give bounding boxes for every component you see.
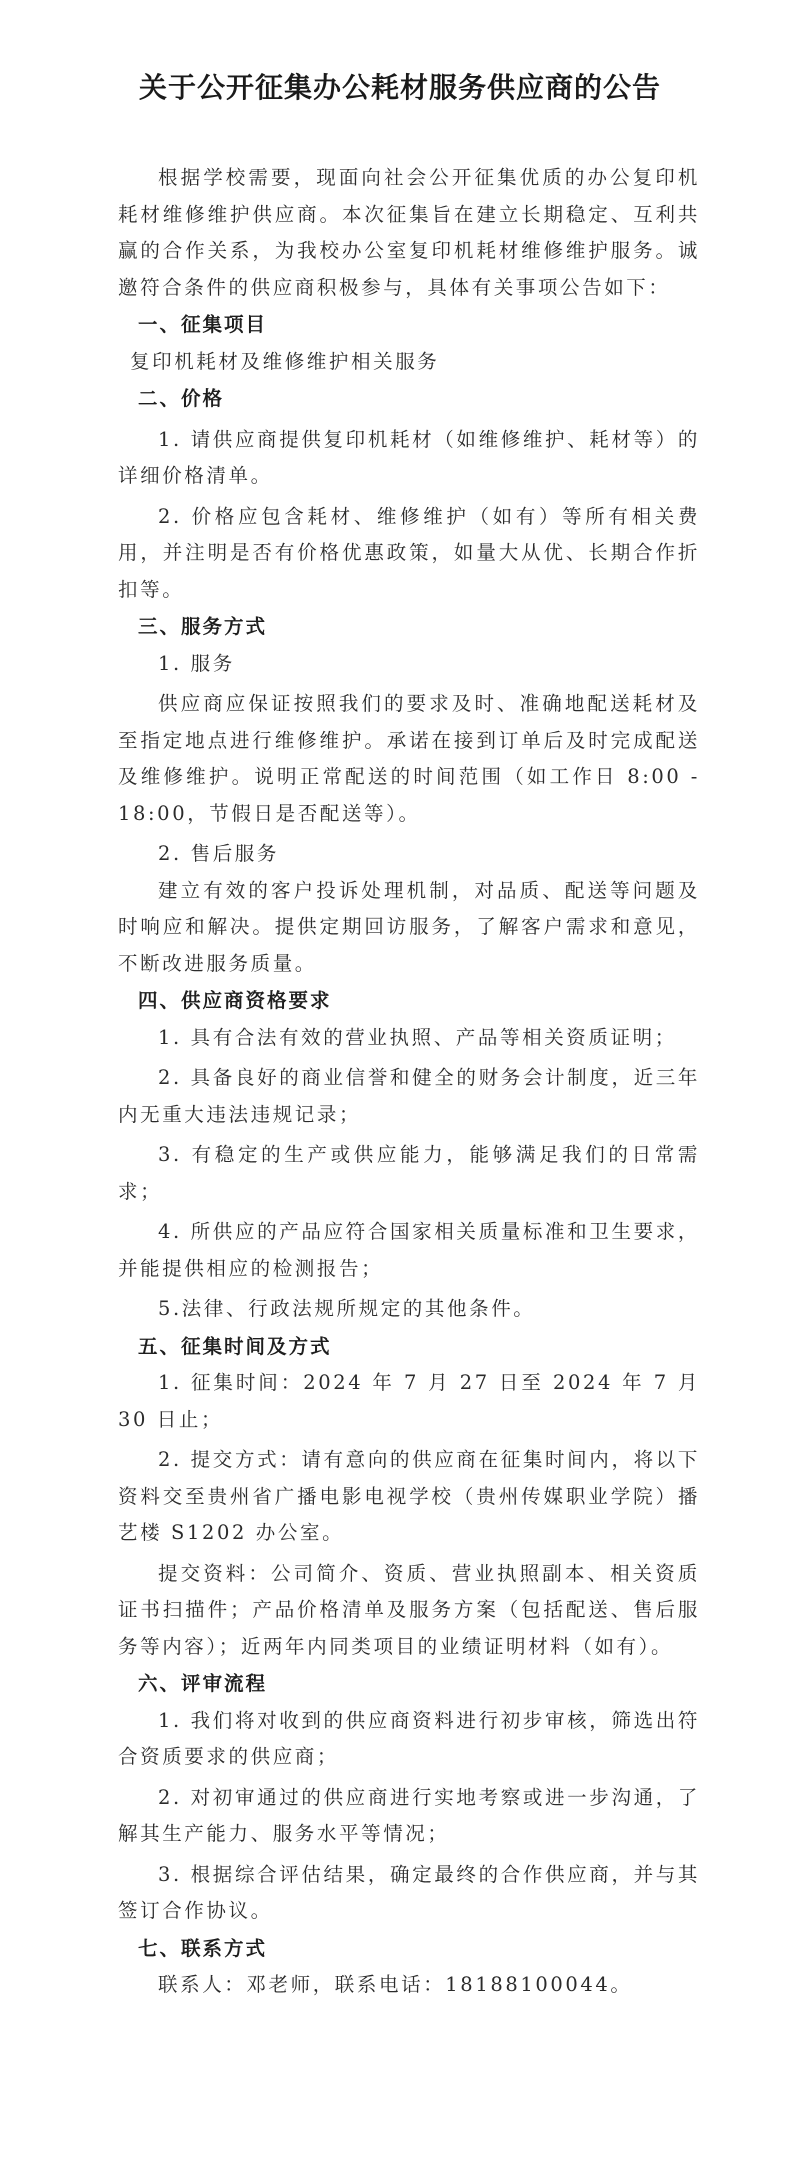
review-item-2: 2. 对初审通过的供应商进行实地考察或进一步沟通，了解其生产能力、服务水平等情况； [118, 1785, 700, 1845]
section-heading-price: 二、价格 [138, 387, 225, 410]
section-heading-review: 六、评审流程 [138, 1672, 268, 1695]
section-heading-contact: 七、联系方式 [138, 1936, 268, 1960]
schedule-materials: 提交资料：公司简介、资质、营业执照副本、相关资质证书扫描件；产品价格清单及服务方案（包括配送、售后服务等内容）；近两年内同类项目的业绩证明材料（如有）。 [118, 1561, 700, 1658]
section-heading-project: 一、征集项目 [138, 313, 268, 336]
section-heading-service: 三、服务方式 [138, 615, 268, 638]
price-item-2: 2. 价格应包含耗材、维修维护（如有）等所有相关费用，并注明是否有价格优惠政策，如量大从优、长期合作折扣等。 [118, 504, 700, 601]
announcement-body [118, 160, 700, 2004]
section-heading-schedule: 五、征集时间及方式 [138, 1334, 332, 1358]
contact-paragraph: 联系人：邓老师，联系电话：18188100044。 [158, 1973, 633, 1996]
service-paragraph-2: 建立有效的客户投诉处理机制，对品质、配送等问题及时响应和解决。提供定期回访服务，了解客户需求和意见，不断改进服务质量。 [118, 878, 700, 975]
service-subheading-1: 1. 服务 [158, 651, 235, 675]
page-title: 关于公开征集办公耗材服务供应商的公告 [138, 71, 661, 104]
review-item-1: 1. 我们将对收到的供应商资料进行初步审核，筛选出符合资质要求的供应商； [118, 1708, 700, 1768]
qualification-item-5: 5.法律、行政法规所规定的其他条件。 [158, 1297, 536, 1320]
qualification-item-1: 1. 具有合法有效的营业执照、产品等相关资质证明； [158, 1025, 677, 1049]
intro-paragraph: 根据学校需要，现面向社会公开征集优质的办公复印机耗材维修维护供应商。本次征集旨在建立长期稳定、互利共赢的合作关系，为我校办公室复印机耗材维修维护服务。诚邀符合条件的供应商积极参与，具体有关事项公告如下： [118, 166, 700, 299]
section-heading-qualification: 四、供应商资格要求 [138, 989, 332, 1012]
price-item-1: 1. 请供应商提供复印机耗材（如维修维护、耗材等）的详细价格清单。 [118, 427, 700, 487]
schedule-item-2: 2. 提交方式：请有意向的供应商在征集时间内，将以下资料交至贵州省广播电影电视学校（贵州传媒职业学院）播艺楼 S1202 办公室。 [118, 1448, 700, 1544]
qualification-item-3: 3. 有稳定的生产或供应能力，能够满足我们的日常需求； [118, 1143, 700, 1203]
qualification-item-2: 2. 具备良好的商业信誉和健全的财务会计制度，近三年内无重大违法违规记录； [118, 1066, 700, 1126]
project-paragraph: 复印机耗材及维修维护相关服务 [130, 349, 440, 373]
service-paragraph-1: 供应商应保证按照我们的要求及时、准确地配送耗材及至指定地点进行维修维护。承诺在接到订单后及时完成配送及维修维护。说明正常配送的时间范围（如工作日 8:00 - 18:00，节假日是否配送等）。 [118, 692, 700, 825]
service-subheading-2: 2. 售后服务 [158, 842, 280, 865]
review-item-3: 3. 根据综合评估结果，确定最终的合作供应商，并与其签订合作协议。 [118, 1862, 700, 1922]
qualification-item-4: 4. 所供应的产品应符合国家相关质量标准和卫生要求，并能提供相应的检测报告； [118, 1220, 700, 1280]
schedule-item-1: 1. 征集时间：2024 年 7 月 27 日至 2024 年 7 月 30 日止； [118, 1371, 700, 1431]
